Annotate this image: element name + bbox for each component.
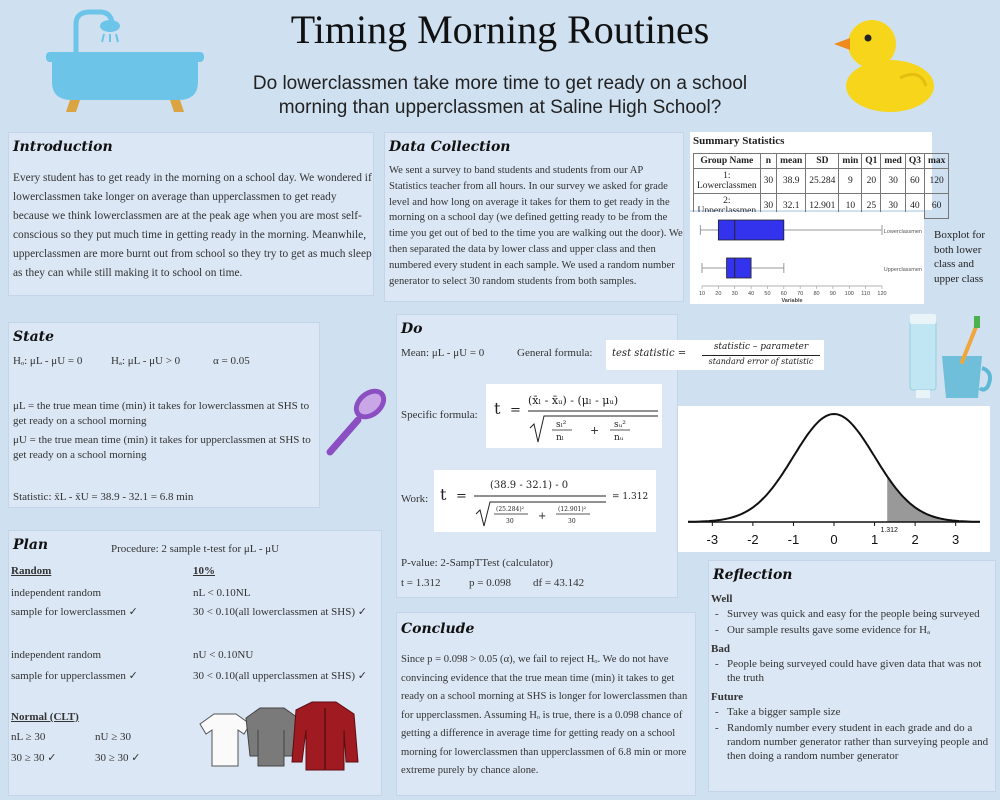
- svg-text:(12.901)²: (12.901)²: [558, 506, 587, 513]
- data-collection-heading: Data Collection: [389, 139, 511, 155]
- page-title: Timing Morning Routines: [290, 7, 710, 52]
- col-mean: mean: [777, 154, 806, 169]
- col-sd: SD: [806, 154, 839, 169]
- bad-list: [711, 657, 991, 685]
- well-heading: Well: [711, 593, 733, 605]
- pvalue-label: P-value: 2-SampTTest (calculator): [401, 557, 553, 569]
- introduction-panel: [8, 132, 374, 296]
- table-cell: 2: Upperclassmen: [694, 194, 761, 219]
- alpha-level: α = 0.05: [213, 355, 250, 367]
- svg-text:30: 30: [568, 518, 576, 525]
- statistic-value: Statistic: x̄L - x̄U = 38.9 - 32.1 = 6.8 min: [13, 491, 194, 503]
- table-cell: 25.284: [806, 169, 839, 194]
- mean-difference: Mean: μL - μU = 0: [401, 347, 485, 359]
- reflection-heading: Reflection: [713, 567, 793, 583]
- list-item: - Randomly number every student in each grade and do a random number generator rather than surveying people and then doing a random number generator: [727, 721, 991, 763]
- boxplot-tick-label: 10: [698, 291, 706, 297]
- curve-tick-label: -1: [787, 532, 800, 547]
- summary-header-row: [694, 154, 949, 169]
- random-condition-2b: sample for upperclassmen ✓: [11, 670, 138, 682]
- list-item: - Survey was quick and easy for the people being surveyed: [727, 607, 991, 621]
- plan-heading: Plan: [13, 537, 49, 553]
- work-fraction: [434, 470, 610, 532]
- general-formula: [606, 340, 824, 370]
- work-formula: [434, 470, 656, 532]
- specific-formula-label: Specific formula:: [401, 409, 478, 421]
- table-cell: 9: [839, 169, 862, 194]
- svg-text:nₗ: nₗ: [556, 433, 564, 443]
- boxplot-box: [718, 220, 783, 240]
- normal-condition-4: 30 ≥ 30 ✓: [95, 752, 141, 764]
- curve-tick-label: -2: [747, 532, 759, 547]
- future-list: [711, 705, 991, 763]
- curve-tick-label: 2: [911, 532, 919, 547]
- toothbrush-cup-icon: [904, 312, 996, 402]
- introduction-heading: Introduction: [13, 139, 113, 155]
- table-cell: 40: [905, 194, 924, 219]
- col-n: n: [760, 154, 777, 169]
- svg-text:nᵤ: nᵤ: [614, 433, 624, 443]
- random-condition-1b: sample for lowerclassmen ✓: [11, 606, 138, 618]
- boxplot-group-label: Upperclassmen: [883, 267, 922, 273]
- col-med: med: [881, 154, 905, 169]
- boxplot-tick-label: 80: [813, 291, 820, 297]
- table-cell: 120: [924, 169, 948, 194]
- boxplot-caption: Boxplot for both lower class and upper class: [934, 229, 986, 285]
- subtitle-line-2: morning than upperclassmen at Saline High School?: [278, 97, 722, 118]
- svg-text:30: 30: [506, 518, 514, 525]
- svg-text:sₗ²: sₗ²: [556, 420, 567, 430]
- svg-text:(25.284)²: (25.284)²: [496, 506, 525, 513]
- reflection-body: [711, 593, 991, 765]
- boxplot-box: [727, 258, 752, 278]
- tenpct-condition-2a: nU < 0.10NU: [193, 649, 254, 661]
- fraction-bar: [702, 355, 820, 356]
- svg-text:t: t: [494, 399, 501, 418]
- boxplot-group-label: Lowerclassmen: [883, 229, 922, 235]
- normal-curve: [678, 406, 990, 552]
- boxplot-tick-label: 100: [844, 291, 854, 297]
- list-item: - Our sample results gave some evidence for Hₐ: [727, 623, 991, 637]
- bad-heading: Bad: [711, 643, 730, 655]
- col-max: max: [924, 154, 948, 169]
- conclude-panel: [396, 612, 696, 796]
- svg-text:(x̄ₗ - x̄ᵤ) - (μₗ - μᵤ): (x̄ₗ - x̄ᵤ) - (μₗ - μᵤ): [528, 394, 619, 407]
- future-heading: Future: [711, 691, 744, 703]
- do-heading: Do: [401, 321, 423, 337]
- test-statistic-marker: 1.312: [880, 527, 898, 534]
- state-heading: State: [13, 329, 55, 345]
- tenpct-condition-1b: 30 < 0.10(all lowerclassmen at SHS) ✓: [193, 606, 367, 618]
- null-hypothesis: Hₒ: μL - μU = 0: [13, 355, 83, 367]
- work-label: Work:: [401, 493, 429, 505]
- conclude-heading: Conclude: [401, 621, 475, 637]
- col-q3: Q3: [905, 154, 924, 169]
- state-panel: [8, 322, 320, 508]
- curve-tick-label: -3: [706, 532, 719, 547]
- random-condition-1a: independent random: [11, 587, 102, 599]
- normal-heading: Normal (CLT): [11, 711, 79, 723]
- ten-percent-heading: 10%: [193, 565, 215, 577]
- boxplot-tick-label: 20: [715, 291, 722, 297]
- mu-upper-definition: μU = the true mean time (min) it takes for upperclassmen at SHS to get ready on a school morning: [13, 434, 311, 461]
- table-cell: 32.1: [777, 194, 806, 219]
- reflection-panel: [708, 560, 996, 792]
- table-cell: 30: [881, 194, 905, 219]
- general-formula-lhs: test statistic =: [612, 348, 687, 359]
- svg-text:(38.9 - 32.1) - 0: (38.9 - 32.1) - 0: [490, 480, 569, 491]
- tenpct-condition-1a: nL < 0.10NL: [193, 587, 251, 599]
- svg-text:+: +: [590, 424, 600, 437]
- introduction-text: Every student has to get ready in the morning on a school day. We wondered if lowerclassmen take longer on average than upperclassmen to get ready because we think lowerclassmen are at the peak age when you are most self-conscious so they put much time in getting ready in the morning. Meanwhile, upperclassmen are more burnt out from school so they try to get as much sleep as they can while still making it to school on time.: [13, 172, 372, 279]
- boxplot-tick-label: 40: [748, 291, 755, 297]
- summary-statistics: [690, 132, 946, 216]
- svg-text:t: t: [440, 485, 447, 504]
- table-cell: 1: Lowerclassmen: [694, 169, 761, 194]
- rubber-duck-icon: [830, 8, 940, 118]
- general-formula-denominator: standard error of statistic: [708, 357, 814, 366]
- degrees-of-freedom: df = 43.142: [533, 577, 585, 589]
- tenpct-condition-2b: 30 < 0.10(all upperclassmen at SHS) ✓: [193, 670, 367, 682]
- table-cell: 12.901: [806, 194, 839, 219]
- table-cell: 60: [924, 194, 948, 219]
- normal-condition-1: nL ≥ 30: [11, 731, 46, 743]
- random-condition-2a: independent random: [11, 649, 102, 661]
- density-curve: [688, 414, 980, 522]
- svg-text:sᵤ²: sᵤ²: [614, 420, 626, 430]
- subtitle-line-1: Do lowerclassmen take more time to get ready on a school: [252, 73, 748, 94]
- table-cell: 38.9: [777, 169, 806, 194]
- table-cell: 60: [905, 169, 924, 194]
- alt-hypothesis: Hₐ: μL - μU > 0: [111, 355, 181, 367]
- col-min: min: [839, 154, 862, 169]
- table-row: [694, 169, 949, 194]
- list-item: - People being surveyed could have given data that was not the truth: [727, 657, 991, 685]
- table-cell: 30: [760, 194, 777, 219]
- svg-text:+: +: [538, 511, 547, 522]
- conclude-text: Since p = 0.098 > 0.05 (α), we fail to reject Hₒ. We do not have convincing evidence that the true mean time (min) it takes to get ready on a school morning at SHS is longer for lowerclassmen than for upperclassmen. Assuming Hₒ is true, there is a 0.098 chance of getting a difference in average time for getting ready on a school morning for lowerclassmen than upperclassmen of 6.8 min or more extreme purely by chance alone.: [401, 654, 688, 776]
- mu-lower-definition: μL = the true mean time (min) it takes for lowerclassmen at SHS to get ready on a school morning: [13, 400, 310, 427]
- research-question: [220, 72, 780, 120]
- clothes-icon: [196, 700, 362, 776]
- boxplot-tick-label: 50: [764, 291, 771, 297]
- curve-tick-label: 0: [830, 532, 838, 547]
- data-collection-panel: [384, 132, 684, 302]
- summary-table: [693, 153, 949, 219]
- t-statistic: t = 1.312: [401, 577, 441, 589]
- tail-area: [887, 476, 980, 522]
- general-formula-label: General formula:: [517, 347, 593, 359]
- boxplot-axis-label: Variable: [781, 298, 803, 304]
- boxplot-chart: [690, 212, 924, 304]
- boxplot-tick-label: 70: [797, 291, 804, 297]
- random-heading: Random: [11, 565, 52, 577]
- summary-title: Summary Statistics: [693, 135, 785, 147]
- table-cell: 30: [881, 169, 905, 194]
- hairbrush-icon: [322, 384, 392, 458]
- normal-condition-3: 30 ≥ 30 ✓: [11, 752, 57, 764]
- procedure-text: Procedure: 2 sample t-test for μL - μU: [111, 543, 280, 555]
- boxplot-tick-label: 30: [731, 291, 738, 297]
- curve-tick-label: 1: [870, 532, 879, 547]
- p-value: p = 0.098: [469, 577, 511, 589]
- general-formula-numerator: statistic – parameter: [713, 342, 809, 352]
- table-cell: 10: [839, 194, 862, 219]
- specific-formula: [486, 384, 662, 448]
- boxplot-tick-label: 120: [877, 291, 887, 297]
- bathtub-icon: [40, 4, 210, 116]
- table-cell: 20: [862, 169, 881, 194]
- well-list: [711, 607, 991, 637]
- table-cell: 30: [760, 169, 777, 194]
- col-q1: Q1: [862, 154, 881, 169]
- normal-condition-2: nU ≥ 30: [95, 731, 131, 743]
- table-cell: 25: [862, 194, 881, 219]
- data-collection-text: We sent a survey to band students and students from our AP Statistics teacher from all hours. In our survey we asked for grade level and how long on average it takes for them to get ready in the morning on a school day (we defined getting ready to be from the time you get out of bed to the time you are walking out the door). We then separated the data by lower class and upper class and then numbered every student in each sample. We used a random number generator to select 30 random students from both samples.: [389, 165, 683, 287]
- boxplot-tick-label: 110: [861, 291, 871, 297]
- boxplot-tick-label: 60: [780, 291, 787, 297]
- work-result: = 1.312: [612, 492, 649, 502]
- list-item: - Take a bigger sample size: [727, 705, 991, 719]
- col-group: Group Name: [694, 154, 761, 169]
- svg-text:=: =: [510, 403, 521, 418]
- svg-text:=: =: [456, 489, 467, 504]
- curve-tick-label: 3: [952, 532, 960, 547]
- boxplot-tick-label: 90: [829, 291, 836, 297]
